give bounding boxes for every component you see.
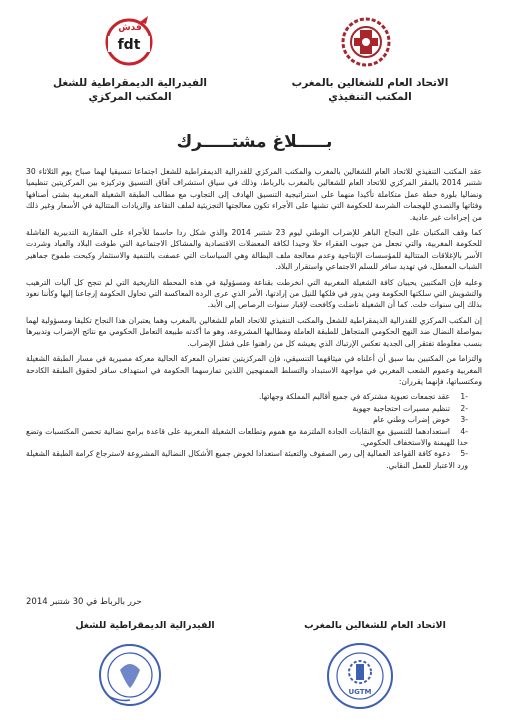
decision-item: -4استعدادهما للتنسيق مع النقابات الجادة الملتزمة مع هموم وتطلعات الشغيلة المغربية على قاعدة برامج نضالية تحصن المكتسبات وتضع حدا للهيمنة والاستخفاف الحكومي. xyxy=(26,426,468,447)
paragraph: عقد المكتب التنفيذي للاتحاد العام للشغالين بالمغرب والمكتب المركزي للفدرالية الديمقراطية للشغل اجتماعا تنسيقيا لهما صباح يوم الثلاثاء 30 شتنبر 2014 بالمقر المركزي للاتحاد العام للشغالين بالمغرب بالرباط، وذلك في سياق استشراف آفاق التنسيق وتركيزه بين المركزيتين تنظيميا ونضاليا بلورة خطة عمل متكاملة تأكيدا منهما على استراتيجية التنسيق الهادف إلى التجاوب مع مطالب الطبقة الشغيلة المغربية بشتى أصنافها وفئاتها والتصدي للهجمات الشرسة للحكومة التي تشنها على الأجراء تكون معالجتها التجزيئية لملف التقاعد والزيادات المتتالية في الأسعار وغير ذلك من إجراءات غير عادية. xyxy=(26,167,482,222)
svg-text:UGTM: UGTM xyxy=(348,688,372,696)
signature-date: حرر بالرباط في 30 شتنبر 2014 xyxy=(26,597,142,607)
decision-item: -3خوض إضراب وطني عام xyxy=(373,415,468,425)
decision-number: -3 xyxy=(460,415,468,425)
fdt-org-name: الفيدرالية الديمقراطية للشغل xyxy=(52,77,208,89)
decision-item: -2تنظيم مسيرات احتجاجية جهوية xyxy=(352,403,468,413)
decision-number: -5 xyxy=(460,449,468,459)
paragraph: وعليه فإن المكتبين يحييان كافة الشغيلة المغربية التي انخرطت بقناعة ومسؤولية في هذه المحطة التاريخية التي لم تنجح كل آليات الترهيب والتشويش التي سلكتها الحكومة ومن يدور في فلكها للنيل من إرادتها، الأمر الذي عرى الردة المعاكسة التي تحاول الحكومة إرجاعنا إليها وكأننا نعود بذلك إلى سنوات خلت. كما أن الشغيلة ناضلت وكافحت لإقبار سنوات الرصاص إلى الأبد. xyxy=(26,277,482,310)
document-title: بـــــلاغ مشتـــــرك xyxy=(176,132,333,152)
ugtm-org-name: الاتحاد العام للشغالين بالمغرب xyxy=(291,77,449,89)
paragraph: كما وقف المكتبان على النجاح الباهر للإضراب الوطني ليوم 23 شتنبر 2014 والذي شكل ردا حاسما للأجراء على المقاربة التدبيرية الفاشلة للحكومة المغربية، والتي تجعل من جيوب الفقراء حلا وحيدا لكافة المعضلات الاقتصادية والمشاكل الاجتماعية التي طوقت البلاد والعباد وشردت الأسر بالإغلاقات المتتالية للمؤسسات الإنتاجية وعدم معالجة ملف البطالة وهي السياسات التي عصفت بالتنمية والاستثمار وكبحت طموح جماهير الشباب المعطل، في تهديد سافر للسلم الاجتماعي واستقرار البلاد. xyxy=(26,228,482,272)
fdt-header-title xyxy=(40,76,220,104)
paragraph: والتزاما من المكتبين بما سبق أن أعلناه في ميثاقهما التنسيقي، فإن المركزيتين تعتبران المعركة الحالية معركة مصيرية في مسار الطبقة الشغيلة المغربية وعموم الشعب المغربي في مواجهة الاستبداد والتسلط الممنهجين اللذين تمارسهما الحكومة في استهداف سافر لحقوق الطبقة الكادحة ومكتسباتها، فإنهما يقرران: xyxy=(26,354,482,386)
ugtm-logo xyxy=(340,14,392,70)
decision-item: -5دعوة كافة القواعد العمالية إلى رص الصفوف والتعبئة استعدادا لخوض جميع الأشكال النضالية المشروعة لاسترجاع كرامة الطبقة الشغيلة ورد الاعتبار للعمل النقابي. xyxy=(26,449,468,470)
fdt-office-name: المكتب المركزي xyxy=(88,91,172,103)
decision-number: -2 xyxy=(460,403,468,413)
ugtm-stamp-icon xyxy=(315,640,405,712)
decisions-list xyxy=(26,391,482,471)
fdt-signature-title: الفيدرالية الديمقراطية للشغل xyxy=(75,620,215,631)
ugtm-signature-title: الاتحاد العام للشغالين بالمغرب xyxy=(304,620,446,631)
ugtm-header-title xyxy=(285,76,455,104)
ugtm-office-name: المكتب التنفيذي xyxy=(328,91,412,103)
decision-item: -1عقد تجمعات تعبوية مشتركة في جميع أقاليم المملكة وجهاتها. xyxy=(259,392,468,402)
svg-text:fdt: fdt xyxy=(117,37,141,53)
decision-number: -4 xyxy=(460,426,468,436)
svg-text:فدش: فدش xyxy=(118,23,142,33)
fdt-stamp-icon xyxy=(90,640,170,710)
decision-number: -1 xyxy=(460,392,468,402)
paragraph: إن المكتب المركزي للفدرالية الديمقراطية للشغل والمكتب التنفيذي للاتحاد العام للشغالين بالمغرب وهما يعتبران هذا النجاح تكليفا ومسؤولية لهما بمواصلة النضال ضد النهج الحكومي المتجاهل للطبقة العاملة ومطالبها المشروعة، وهو ما أكدته طبيعة التعامل الحكومي مع نتائج الإضراب وتدبيرها بنسب مغلوطة تفتقر إلى الجدية تعكس الإرتباك الذي يعيشه كل من راهنوا على فشل الإضراب. xyxy=(26,315,482,348)
letterhead xyxy=(0,8,509,128)
document-body xyxy=(26,166,482,471)
fdt-logo xyxy=(100,12,158,72)
